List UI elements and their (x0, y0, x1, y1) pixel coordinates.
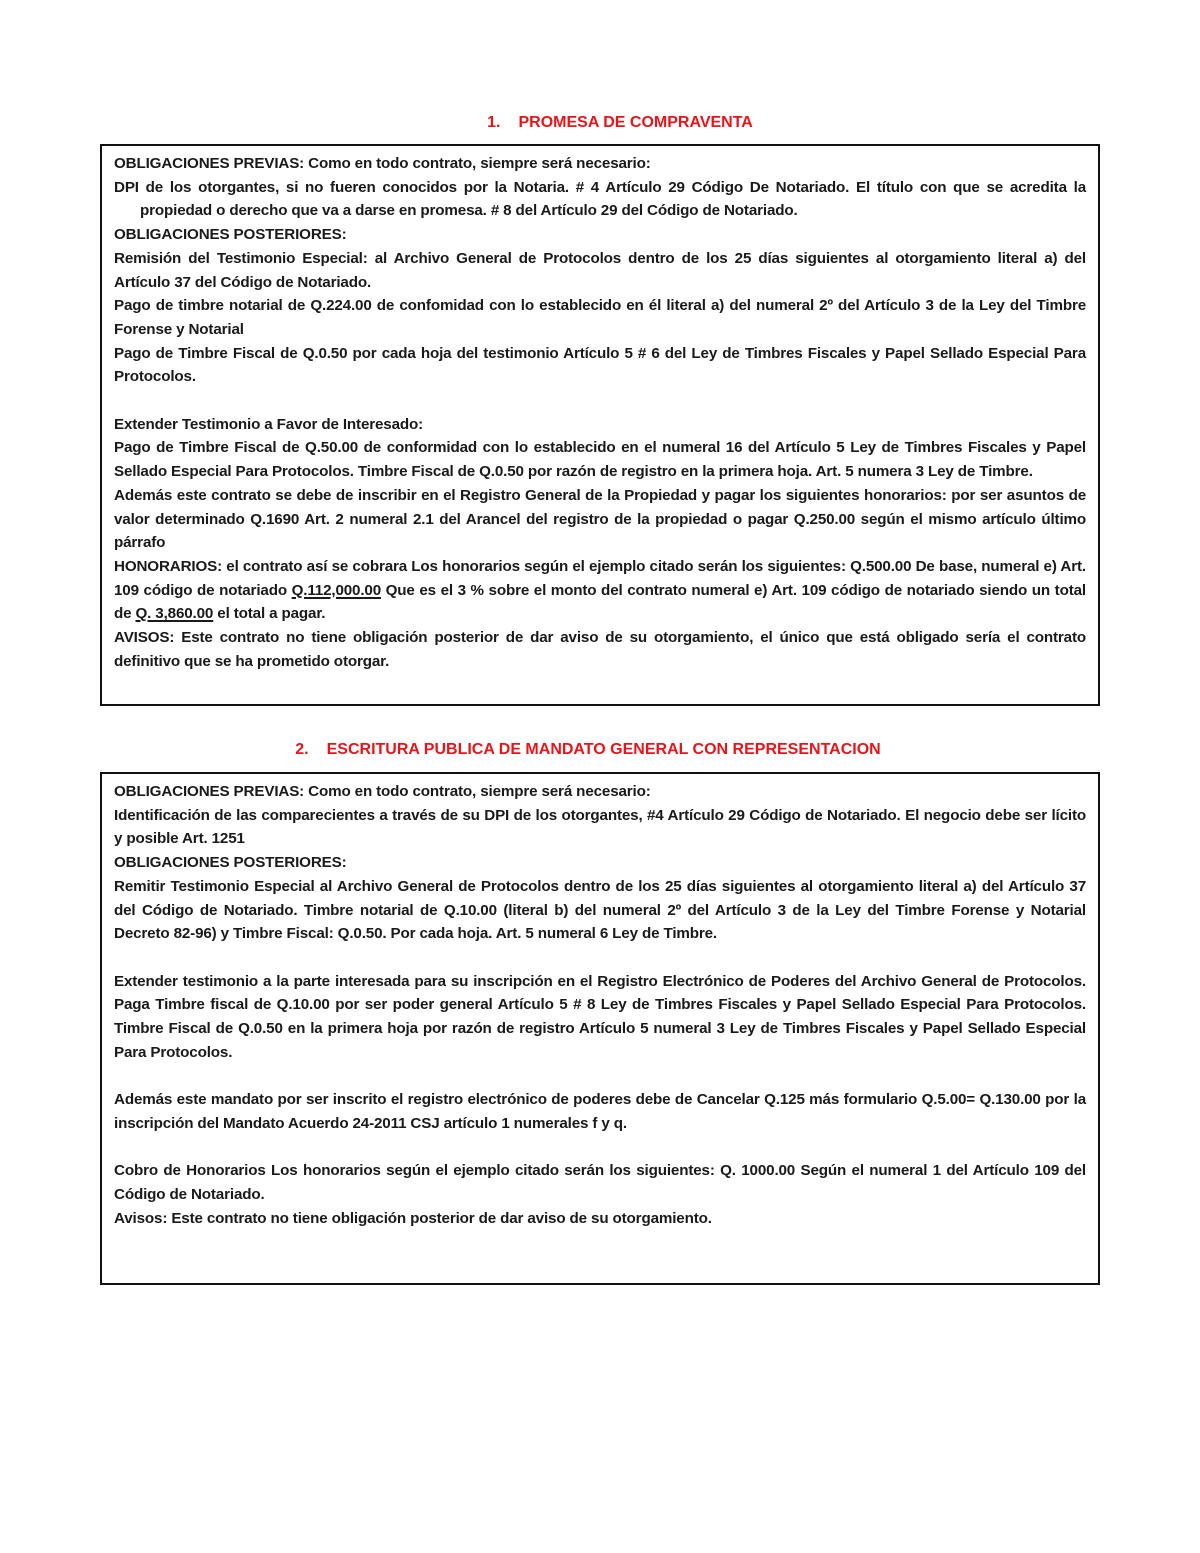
fees-text-c: el total a pagar. (213, 605, 326, 623)
section-2-title-text: ESCRITURA PUBLICA DE MANDATO GENERAL CON REPRESENTACION (326, 741, 881, 758)
section-1-box (100, 144, 1100, 706)
notices-text: Avisos: Este contrato no tiene obligación posterior de dar aviso de su otorgamiento. (114, 1209, 712, 1227)
notices-text: AVISOS: Este contrato no tiene obligación posterior de dar aviso de su otorgamiento, el único que está obligado sería el contrato definitivo que se ha prometido otorgar. (114, 629, 1086, 670)
extend-testimony-text: Pago de Timbre Fiscal de Q.50.00 de conformidad con lo establecido en el numeral 16 del Artículo 5 Ley de Timbres Fiscales y Papel Sellado Especial Para Protocolos. Timbre Fiscal de Q.0.50 por razón de registro en la primera hoja. Art. 5 numera 3 Ley de Timbre. (114, 439, 1086, 481)
extend-testimony-text: Extender testimonio a la parte interesada para su inscripción en el Registro Electrónico de Poderes del Archivo General de Protocolos. Paga Timbre fiscal de Q.10.00 por ser poder general Artículo 5 # 8 Ley de Timbres Fiscales y Papel Sellado Especial Para Protocolos. Timbre Fiscal de Q.0.50 en la primera hoja por razón de registro Artículo 5 numeral 3 Ley de Timbres Fiscales y Papel Sellado Especial Para Protocolos. (114, 972, 1086, 1061)
notarial-stamp-text: Pago de timbre notarial de Q.224.00 de confomidad con lo establecido en él literal a) del numeral 2º del Artículo 3 de la Ley del Timbre Forense y Notarial (114, 297, 1086, 338)
fiscal-stamp-text: Pago de Timbre Fiscal de Q.0.50 por cada hoja del testimonio Artículo 5 # 6 del Ley de Timbres Fiscales y Papel Sellado Especial Para Protocolos. (114, 344, 1086, 386)
previous-obligations-text: Identificación de las comparecientes a través de su DPI de los otorgantes, #4 Artículo 29 Código de Notariado. El negocio debe ser lícito y posible Art. 1251 (114, 806, 1086, 848)
property-registry-text: Además este contrato se debe de inscribir en el Registro General de la Propiedad y pagar los siguientes honorarios: por ser asuntos de valor determinado Q.1690 Art. 2 numeral 2.1 del Arancel del registro de la propiedad o pagar Q.250.00 según el mismo artículo último párrafo (114, 486, 1086, 552)
section-1-number: 1. (487, 114, 501, 131)
extend-testimony-heading: Extender Testimonio a Favor de Interesado: (114, 415, 424, 433)
fees-text: Cobro de Honorarios Los honorarios según el ejemplo citado serán los siguientes: Q. 1000.00 Según el numeral 1 del Artículo 109 del Código de Notariado. (114, 1162, 1086, 1203)
later-obligations-heading: OBLIGACIONES POSTERIORES: (114, 226, 347, 244)
previous-obligations-text: DPI de los otorgantes, si no fueren conocidos por la Notaria. # 4 Artículo 29 Código De Notariado. El título con que se acredita la propiedad o derecho que va a darse en promesa. # 8 del Artículo 29 del Código de Notariado. (114, 178, 1086, 220)
section-1-title-text: PROMESA DE COMPRAVENTA (518, 114, 753, 131)
testimony-remission-text: Remitir Testimonio Especial al Archivo General de Protocolos dentro de los 25 días siguientes al otorgamiento literal a) del Artículo 37 del Código de Notariado. Timbre notarial de Q.10.00 (literal b) del numeral 2º del Artículo 3 de la Ley del Timbre Forense y Notarial Decreto 82-96) y Timbre Fiscal: Q.0.50. Por cada hoja. Art. 5 numeral 6 Ley de Timbre. (114, 877, 1086, 943)
fees-text-b: Que es el 3 % sobre el monto del contrato numeral e) Art. 109 código de notariado siendo un total de (114, 581, 1086, 623)
section-2-number: 2. (295, 741, 309, 758)
fees-amount-b: Q. 3,860.00 (135, 605, 214, 623)
section-1-title (20, 114, 1200, 132)
previous-obligations-heading: OBLIGACIONES PREVIAS: Como en todo contrato, siempre será necesario: (114, 155, 651, 172)
previous-obligations-heading: OBLIGACIONES PREVIAS: Como en todo contrato, siempre será necesario: (114, 783, 651, 800)
power-registry-text: Además este mandato por ser inscrito el registro electrónico de poderes debe de Cancelar Q.125 más formulario Q.5.00= Q.130.00 por la inscripción del Mandato Acuerdo 24-2011 CSJ artículo 1 numerales f y q. (114, 1091, 1086, 1132)
fees-text-a: HONORARIOS: el contrato así se cobrara Los honorarios según el ejemplo citado serán los siguientes: Q.500.00 De base, numeral e) Art. 109 código de notariado (114, 557, 1086, 599)
fees-amount-a: Q.112,000.00 (291, 581, 381, 599)
testimony-remission-text: Remisión del Testimonio Especial: al Archivo General de Protocolos dentro de los 25 días siguientes al otorgamiento literal a) del Artículo 37 del Código de Notariado. (114, 249, 1086, 291)
section-2-box (100, 772, 1100, 1285)
later-obligations-heading: OBLIGACIONES POSTERIORES: (114, 854, 347, 872)
section-2-title (0, 741, 1188, 759)
fees-paragraph (114, 555, 1086, 626)
